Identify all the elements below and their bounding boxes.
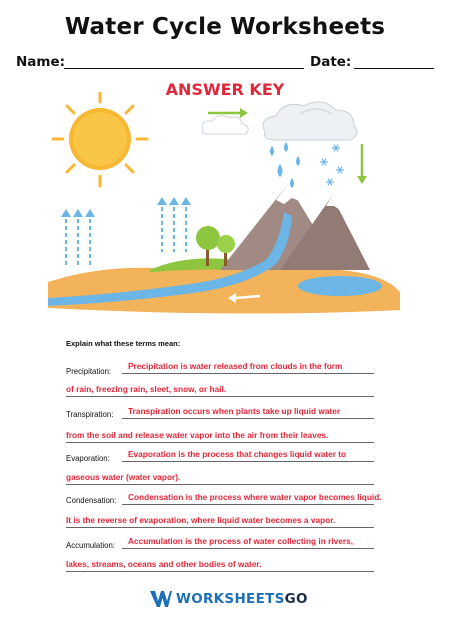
lake-icon bbox=[298, 276, 382, 296]
date-blank-line[interactable] bbox=[354, 68, 434, 69]
answer-rule[interactable] bbox=[66, 442, 374, 443]
term-label-evaporation: Evaporation: bbox=[66, 454, 110, 463]
water-cycle-illustration bbox=[40, 92, 420, 322]
arrow-right-icon bbox=[208, 108, 248, 118]
answer-precipitation-line2: of rain, freezing rain, sleet, snow, or hail. bbox=[66, 384, 227, 394]
transpiration-arrows-icon bbox=[157, 197, 191, 252]
name-label: Name: bbox=[16, 54, 66, 70]
evaporation-arrows-icon bbox=[61, 209, 95, 267]
small-cloud-icon bbox=[202, 116, 248, 134]
answer-condensation-line2: It is the reverse of evaporation, where liquid water becomes a vapor. bbox=[66, 515, 336, 525]
answer-rule[interactable] bbox=[66, 396, 374, 397]
worksheet-title: Water Cycle Worksheets bbox=[64, 14, 386, 40]
brand-part-worksheets: WORKSHEETS bbox=[176, 591, 285, 607]
answer-precipitation-line1: Precipitation is water released from clouds in the form bbox=[128, 361, 343, 371]
answer-key-heading: ANSWER KEY bbox=[165, 80, 285, 99]
answer-rule[interactable] bbox=[66, 527, 374, 528]
answer-transpiration-line2: from the soil and release water vapor into the air from their leaves. bbox=[66, 430, 329, 440]
snowflake-icon bbox=[320, 145, 344, 186]
worksheetsgo-w-icon bbox=[150, 591, 172, 607]
answer-evaporation-line1: Evaporation is the process that changes liquid water to bbox=[128, 449, 347, 459]
answer-condensation-line1: Condensation is the process where water vapor becomes liquid. bbox=[128, 492, 382, 502]
answer-rule[interactable] bbox=[122, 418, 374, 419]
sun-icon bbox=[53, 92, 147, 186]
answer-rule[interactable] bbox=[66, 484, 374, 485]
answer-evaporation-line2: gaseous water (water vapor). bbox=[66, 472, 181, 482]
brand-part-go: GO bbox=[284, 591, 308, 607]
mountains-icon bbox=[220, 184, 370, 270]
term-label-accumulation: Accumulation: bbox=[66, 541, 115, 550]
rain-cloud-icon bbox=[263, 102, 357, 140]
term-label-condensation: Condensation: bbox=[66, 496, 117, 505]
worksheetsgo-logo[interactable] bbox=[150, 588, 310, 610]
date-label: Date: bbox=[310, 54, 352, 70]
answer-rule[interactable] bbox=[122, 504, 374, 505]
answer-rule[interactable] bbox=[66, 571, 374, 572]
worksheetsgo-wordmark bbox=[176, 591, 308, 607]
arrow-down-icon bbox=[357, 144, 367, 184]
name-blank-line[interactable] bbox=[64, 68, 304, 69]
term-label-precipitation: Precipitation: bbox=[66, 367, 112, 376]
raindrops-icon bbox=[270, 142, 300, 188]
answer-accumulation-line2: lakes, streams, oceans and other bodies of water. bbox=[66, 559, 262, 569]
answer-rule[interactable] bbox=[122, 461, 374, 462]
answer-rule[interactable] bbox=[122, 373, 374, 374]
answer-accumulation-line1: Accumulation is the process of water collecting in rivers, bbox=[128, 536, 354, 546]
answer-rule[interactable] bbox=[122, 548, 374, 549]
instructions-text: Explain what these terms mean: bbox=[66, 339, 181, 348]
term-label-transpiration: Transpiration: bbox=[66, 410, 114, 419]
answer-transpiration-line1: Transpiration occurs when plants take up liquid water bbox=[128, 406, 341, 416]
